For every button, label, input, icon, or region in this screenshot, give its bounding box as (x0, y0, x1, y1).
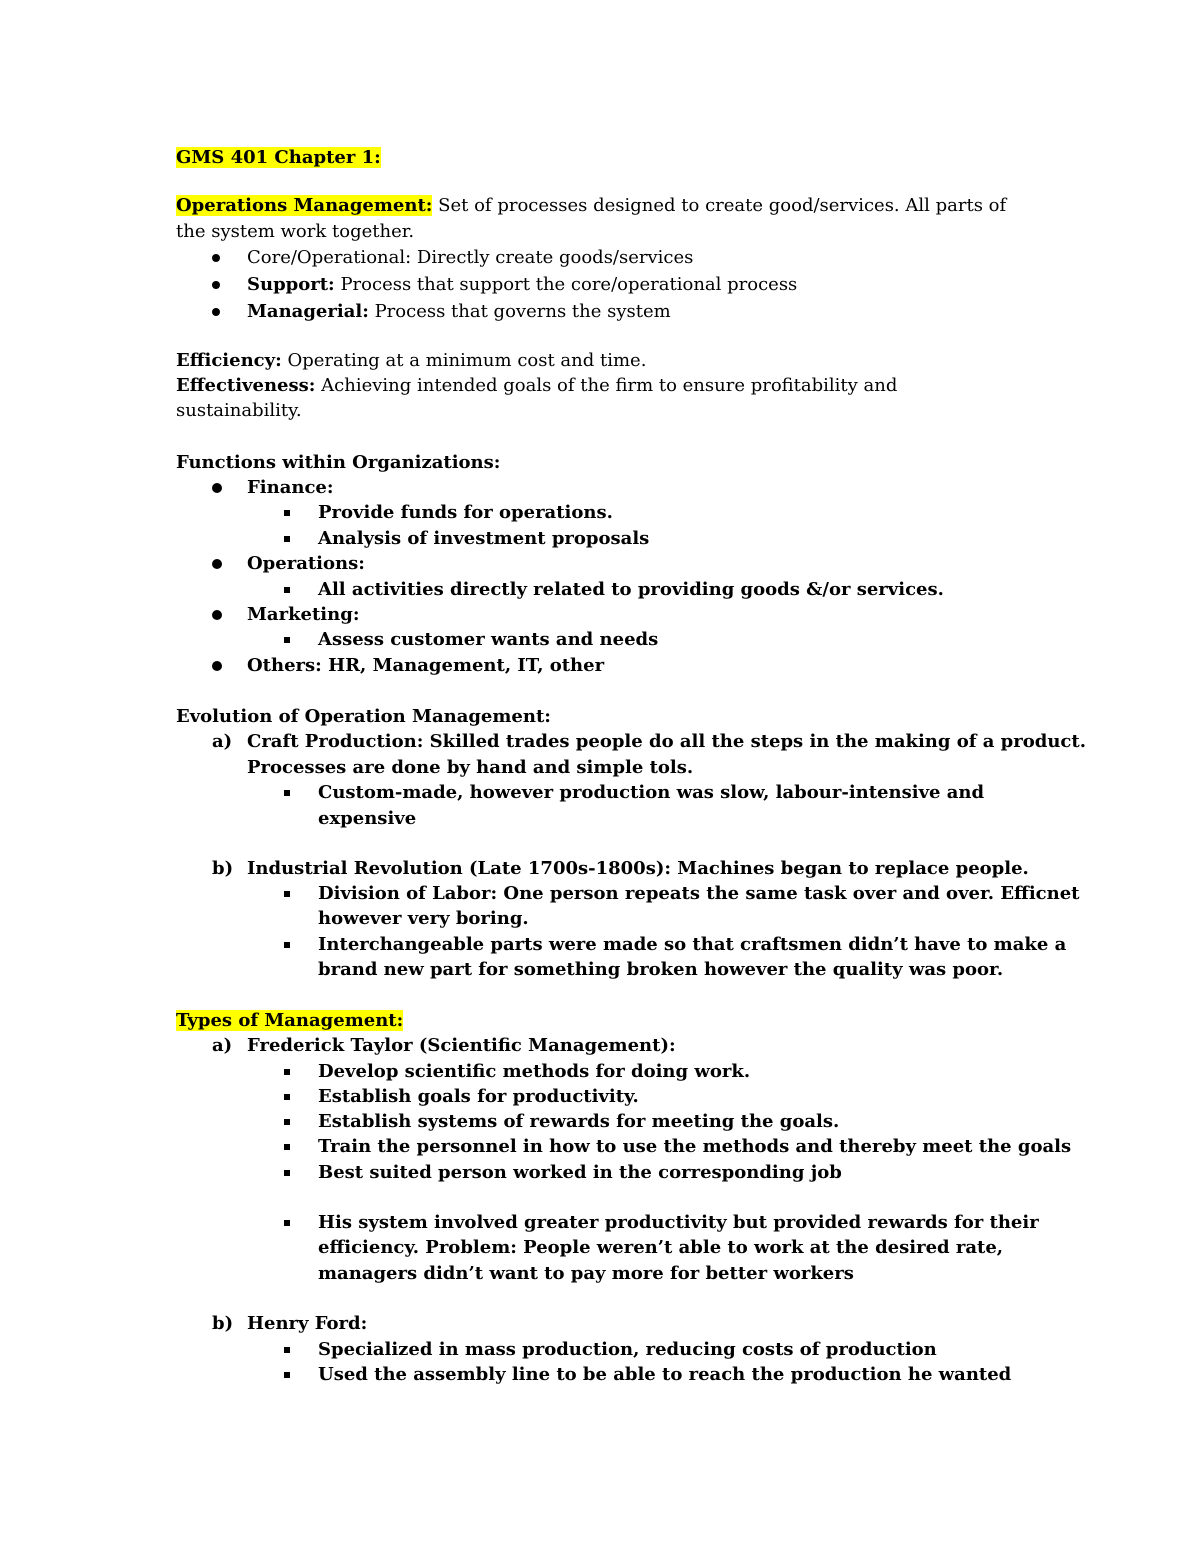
types-a-note-2: efficiency. Problem: People weren’t able to work at the desired rate, (318, 1237, 1004, 1258)
evolution-b-sub1-text-2: however very boring. (318, 908, 529, 929)
square-types-a-4 (284, 1134, 290, 1159)
evolution-b-sub2-2: brand new part for something broken however the quality was poor. (318, 959, 1004, 980)
efficiency-line (176, 348, 646, 373)
types-a-marker: a) (212, 1035, 233, 1056)
square-evolution-a-1 (284, 780, 290, 805)
bullet-core (212, 245, 220, 270)
evolution-b-term: Industrial Revolution (Late 1700s-1800s): (247, 858, 671, 879)
types-a-item: Establish systems of rewards for meeting the goals. (318, 1111, 840, 1132)
ops-item-core (247, 245, 693, 270)
effectiveness-term: Effectiveness: (176, 375, 316, 396)
ops-mgmt-term: Operations Management: (176, 195, 433, 216)
evolution-b-text: Machines began to replace people. (671, 858, 1029, 879)
square-types-a-5 (284, 1160, 290, 1185)
types-a-item: Train the personnel in how to use the methods and thereby meet the goals (318, 1136, 1072, 1157)
types-a-note-3: managers didn’t want to pay more for better workers (318, 1263, 854, 1284)
types-a-item: Develop scientific methods for doing work. (318, 1061, 751, 1082)
functions-finance-1: Provide funds for operations. (318, 502, 613, 523)
functions-heading: Functions within Organizations: (176, 452, 501, 473)
effectiveness-text-1: Achieving intended goals of the firm to ensure profitability and (315, 375, 898, 396)
ops-item-support-term: Support: (247, 274, 335, 295)
types-b-item: Specialized in mass production, reducing costs of production (318, 1339, 937, 1360)
ops-item-managerial (247, 299, 671, 324)
document-title (176, 145, 381, 170)
ops-item-managerial-text: Process that governs the system (368, 301, 671, 322)
bullet-finance (212, 475, 222, 500)
types-a-item: Establish goals for productivity. (318, 1086, 639, 1107)
evolution-a-term: Craft Production: (247, 731, 424, 752)
types-a-title: Frederick Taylor (Scientific Management): (247, 1035, 676, 1056)
types-heading-text: Types of Management: (176, 1010, 404, 1031)
functions-operations: Operations: (247, 553, 365, 574)
bullet-others (212, 653, 222, 678)
functions-others (247, 653, 604, 678)
square-types-b-1 (284, 1337, 290, 1362)
ops-mgmt-def-line-2: the system work together. (176, 221, 415, 242)
ops-mgmt-def-1: Set of processes designed to create good/services. All parts of (432, 195, 1007, 216)
functions-finance: Finance: (247, 477, 334, 498)
effectiveness-line (176, 373, 897, 398)
types-a-note-1: His system involved greater productivity but provided rewards for their (318, 1212, 1039, 1233)
types-b-title: Henry Ford: (247, 1313, 368, 1334)
square-types-a-3 (284, 1109, 290, 1134)
evolution-b-sub1-text-1: One person repeats the same task over and over. Efficnet (497, 883, 1080, 904)
functions-operations-1: All activities directly related to providing goods &/or services. (318, 579, 944, 600)
functions-finance-2: Analysis of investment proposals (318, 528, 650, 549)
evolution-a-text-1: Skilled trades people do all the steps in the making of a product. (423, 731, 1086, 752)
square-marketing-1 (284, 627, 290, 652)
ops-item-support (247, 272, 797, 297)
types-heading (176, 1008, 403, 1033)
square-operations-1 (284, 577, 290, 602)
functions-others-term: Others: (247, 655, 322, 676)
evolution-a-marker: a) (212, 731, 233, 752)
evolution-a-line-1 (247, 729, 1086, 754)
bullet-support (212, 272, 220, 297)
functions-marketing: Marketing: (247, 604, 360, 625)
evolution-a-sub-2: expensive (318, 808, 417, 829)
types-a-item: Best suited person worked in the corresponding job (318, 1162, 842, 1183)
square-finance-2 (284, 526, 290, 551)
title-text: GMS 401 Chapter 1: (176, 147, 381, 168)
types-b-marker: b) (212, 1313, 234, 1334)
evolution-heading: Evolution of Operation Management: (176, 706, 551, 727)
square-types-a-2 (284, 1084, 290, 1109)
evolution-b-sub1-term: Division of Labor: (318, 883, 498, 904)
bullet-managerial (212, 299, 220, 324)
ops-item-managerial-term: Managerial: (247, 301, 369, 322)
types-b-item: Used the assembly line to be able to reach the production he wanted (318, 1364, 1012, 1385)
evolution-a-text-2: Processes are done by hand and simple tols. (247, 757, 694, 778)
functions-others-text: HR, Management, IT, other (321, 655, 605, 676)
square-types-a-1 (284, 1059, 290, 1084)
functions-marketing-1: Assess customer wants and needs (318, 629, 659, 650)
ops-item-core-text: Directly create goods/services (411, 247, 694, 268)
evolution-b-sub1-line-1 (318, 881, 1080, 906)
square-evolution-b-1 (284, 881, 290, 906)
evolution-b-marker: b) (212, 858, 234, 879)
square-types-a-note (284, 1210, 290, 1235)
ops-item-core-term: Core/Operational: (247, 247, 412, 268)
effectiveness-text-2: sustainability. (176, 400, 302, 421)
bullet-marketing (212, 602, 222, 627)
square-evolution-b-2 (284, 932, 290, 957)
evolution-b-sub2-1: Interchangeable parts were made so that craftsmen didn’t have to make a (318, 934, 1067, 955)
efficiency-text: Operating at a minimum cost and time. (281, 350, 647, 371)
bullet-operations (212, 551, 222, 576)
ops-mgmt-definition (176, 193, 1006, 218)
square-types-b-2 (284, 1362, 290, 1387)
evolution-a-sub-1: Custom-made, however production was slow, labour-intensive and (318, 782, 985, 803)
evolution-b-line (247, 856, 1029, 881)
efficiency-term: Efficiency: (176, 350, 282, 371)
ops-item-support-text: Process that support the core/operational process (334, 274, 798, 295)
square-finance-1 (284, 500, 290, 525)
